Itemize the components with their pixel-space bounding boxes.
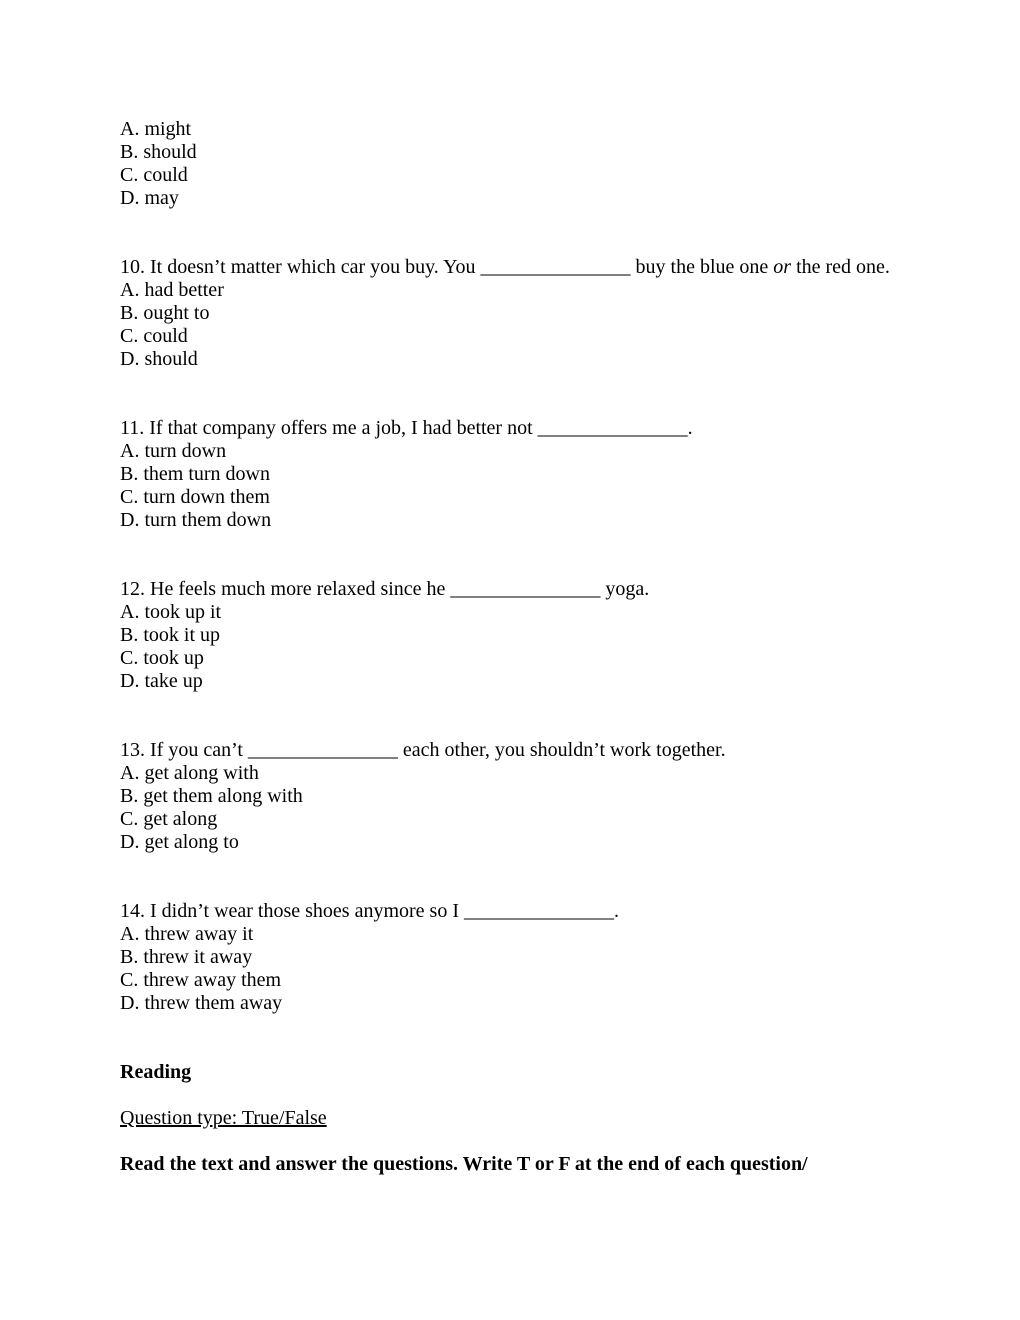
answer-option: C. took up bbox=[120, 647, 204, 669]
answer-option: B. them turn down bbox=[120, 463, 270, 485]
question-text-after: the red one. bbox=[791, 256, 890, 278]
question-text bbox=[120, 256, 920, 279]
question-13 bbox=[120, 739, 920, 854]
reading-heading: Reading bbox=[120, 1061, 192, 1083]
question-text-before: 10. It doesn’t matter which car you buy. You _______________ buy the blue one bbox=[120, 256, 774, 278]
question-text: 13. If you can’t _______________ each other, you shouldn’t work together. bbox=[120, 739, 726, 761]
answer-option: A. turn down bbox=[120, 440, 227, 462]
reading-instructions: Read the text and answer the questions. Write T or F at the end of each question/ bbox=[120, 1153, 808, 1175]
question-10 bbox=[120, 256, 920, 371]
question-11 bbox=[120, 417, 920, 532]
answer-option: D. may bbox=[120, 187, 179, 209]
question-text: 11. If that company offers me a job, I had better not _______________. bbox=[120, 417, 693, 439]
answer-option: C. get along bbox=[120, 808, 218, 830]
answer-option: B. ought to bbox=[120, 302, 210, 324]
answer-option: D. turn them down bbox=[120, 509, 272, 531]
answer-option: C. turn down them bbox=[120, 486, 270, 508]
answer-option: A. had better bbox=[120, 279, 224, 301]
answer-option: D. take up bbox=[120, 670, 203, 692]
answer-option: C. could bbox=[120, 325, 188, 347]
answer-option: B. should bbox=[120, 141, 197, 163]
question-9-options bbox=[120, 118, 920, 210]
answer-option: A. threw away it bbox=[120, 923, 254, 945]
answer-option: C. threw away them bbox=[120, 969, 282, 991]
question-text: 14. I didn’t wear those shoes anymore so I _______________. bbox=[120, 900, 620, 922]
answer-option: B. threw it away bbox=[120, 946, 253, 968]
answer-option: B. get them along with bbox=[120, 785, 303, 807]
answer-option: D. get along to bbox=[120, 831, 239, 853]
answer-option: C. could bbox=[120, 164, 188, 186]
answer-option: D. should bbox=[120, 348, 198, 370]
answer-option: D. threw them away bbox=[120, 992, 283, 1014]
question-12 bbox=[120, 578, 920, 693]
question-text-italic: or bbox=[773, 256, 792, 278]
question-14 bbox=[120, 900, 920, 1015]
question-text: 12. He feels much more relaxed since he _______________ yoga. bbox=[120, 578, 650, 600]
question-type-label bbox=[120, 1107, 920, 1130]
answer-option: B. took it up bbox=[120, 624, 221, 646]
answer-option: A. get along with bbox=[120, 762, 259, 784]
question-type-text: Question type: True/False bbox=[120, 1107, 327, 1129]
answer-option: A. might bbox=[120, 118, 192, 140]
answer-option: A. took up it bbox=[120, 601, 222, 623]
